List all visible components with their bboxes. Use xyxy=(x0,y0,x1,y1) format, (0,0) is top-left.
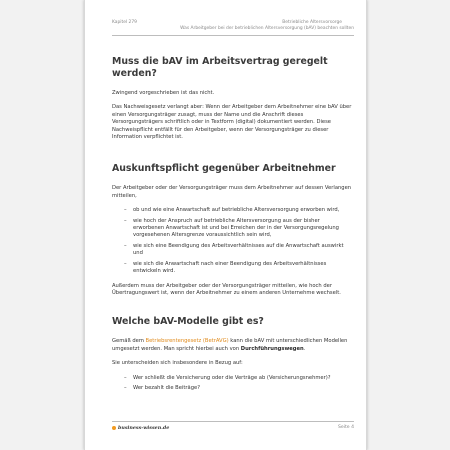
paragraph: Außerdem muss der Arbeitgeber oder der Versorgungsträger mitteilen, wie hoch der Übertragungswert ist, wenn der Arbeitnehmer zu einem anderen Unternehme wechselt. xyxy=(112,282,341,296)
paragraph-betravg xyxy=(112,338,352,353)
list-item: – wie sich die Anwartschaft nach einer Beendigung des Arbeitsverhältnisses entwickeln wird. xyxy=(112,261,352,276)
text-span: kann die bAV mit unterschiedlichen Modellen umgesetzt werden. Man spricht hierbei auch von xyxy=(112,338,348,352)
logo[interactable] xyxy=(112,424,169,432)
header-subtitle: Was Arbeitgeber bei der betrieblichen Altersversorgung (bAV) beachten sollten xyxy=(180,26,354,31)
document-page xyxy=(84,0,367,450)
text-span: . xyxy=(303,345,306,352)
page-number: Seite 4 xyxy=(337,425,354,430)
page-footer xyxy=(112,424,354,432)
header-chapter: Kapitel 279 xyxy=(112,20,137,25)
list-item: – ob und wie eine Anwartschaft auf betriebliche Altersversorgung erworben wird, xyxy=(112,207,352,214)
list-item: – wie sich eine Beendigung des Arbeitsverhältnisses auf die Anwartschaft auswirkt und xyxy=(112,243,352,258)
header-divider xyxy=(112,35,354,36)
paragraph: Zwingend vorgeschrieben ist das nicht. xyxy=(112,90,215,96)
page-content xyxy=(112,56,352,399)
list-item: – Wer schließt die Versicherung oder die Verträge ab (Versicherungsnehmer)? xyxy=(112,375,352,382)
section-heading-bav-models: Welche bAV-Modelle gibt es? xyxy=(112,316,264,328)
durchfuehrungswege-term: Durchführungswegen xyxy=(240,345,304,352)
list-item: – wie hoch der Anspruch auf betriebliche Altersversorgung aus der bisher erworbenen Anwartschaft ist und bei Erreichen der in der Versorgungsregelung vorgesehenen Altersgrenze voraussichtlich sein wird, xyxy=(112,218,352,240)
disclosure-list xyxy=(112,207,352,275)
text-span: Gemäß dem xyxy=(112,338,146,345)
paragraph: Das Nachweisgesetz verlangt aber: Wenn der Arbeitgeber dem Arbeitnehmer eine bAV über einen Versorgungsträger zusagt, muss der Name und die Anschrift dieses Versorgungsträgers schriftlich oder in Textform (digital) dokumentiert werden. Diese Nachweispflicht entfällt für den Arbeitgeber, wenn der Versorgungsträger zu dieser Information verpflichtet ist. xyxy=(112,104,352,141)
logo-dot-icon xyxy=(112,426,116,430)
list-item: – Wer bezahlt die Beiträge? xyxy=(112,385,352,392)
model-questions-list xyxy=(112,375,352,393)
paragraph: Sie unterscheiden sich insbesondere in Bezug auf: xyxy=(112,360,243,367)
section-heading-bav-contract: Muss die bAV im Arbeitsvertrag geregelt werden? xyxy=(112,56,328,79)
paragraph: Der Arbeitgeber oder der Versorgungsträger muss dem Arbeitnehmer auf dessen Verlangen mitteilen, xyxy=(112,185,352,199)
logo-text: business-wissen.de xyxy=(118,425,170,431)
header-section: Betriebliche Altersvorsorge xyxy=(282,20,342,25)
betravg-link[interactable]: Betriebsrentengesetz (BetrAVG) xyxy=(145,338,229,345)
footer-divider xyxy=(112,421,354,422)
section-heading-disclosure: Auskunftspflicht gegenüber Arbeitnehmer xyxy=(112,163,336,175)
